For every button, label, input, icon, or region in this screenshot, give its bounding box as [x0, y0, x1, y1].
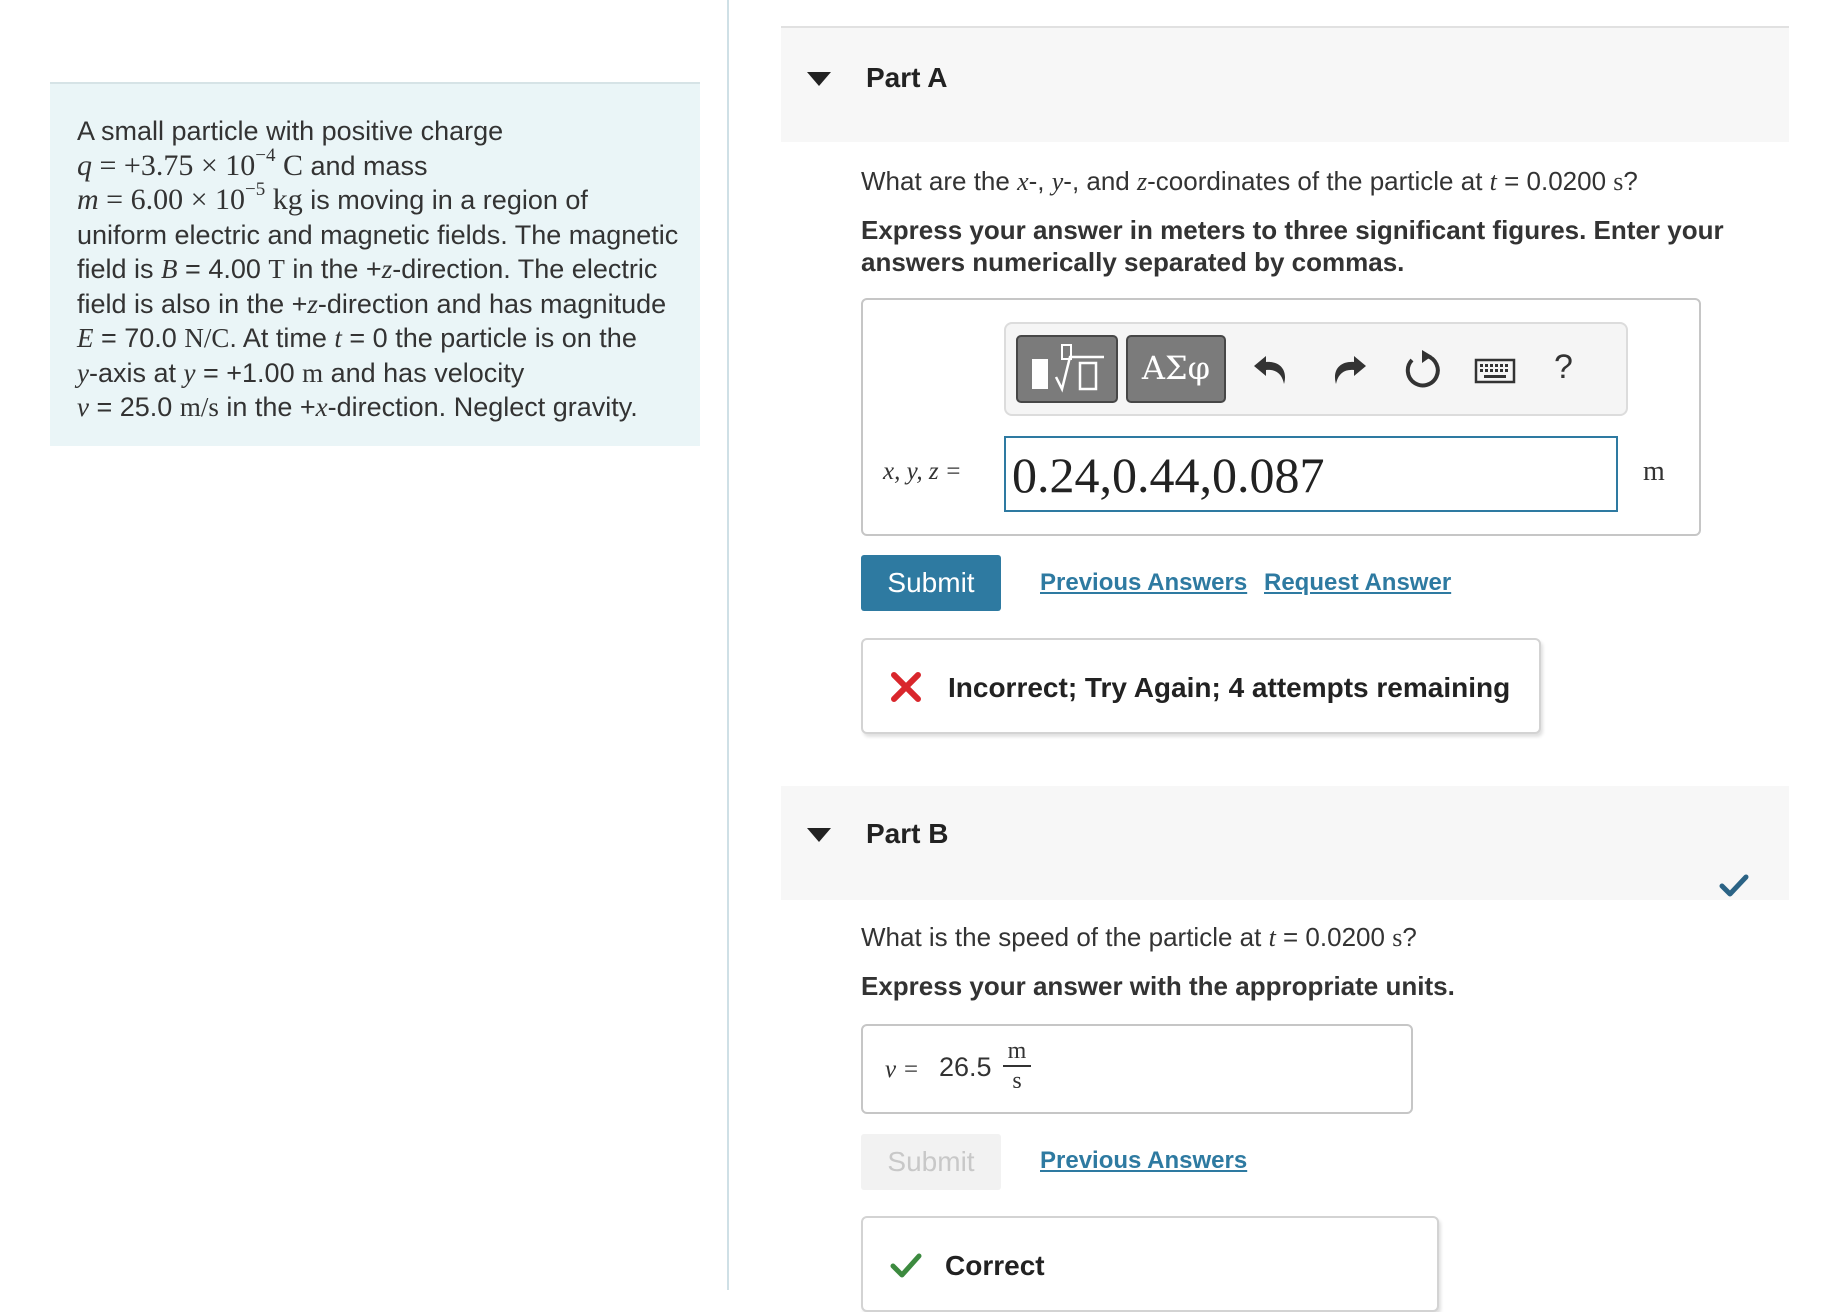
correct-feedback — [861, 1216, 1439, 1312]
caret-down-icon[interactable] — [807, 72, 831, 86]
speed-label: v = — [885, 1056, 920, 1083]
part-a-title: Part A — [866, 62, 948, 93]
part-a-header[interactable] — [781, 26, 1789, 142]
panel-divider — [727, 0, 729, 1290]
redo-icon[interactable] — [1326, 348, 1370, 392]
templates-icon — [1018, 337, 1116, 401]
part-a-submit-button[interactable]: Submit — [861, 555, 1001, 611]
request-answer-link[interactable]: Request Answer — [1264, 569, 1452, 596]
part-b-submit-button: Submit — [861, 1134, 1001, 1190]
templates-button[interactable] — [1016, 335, 1118, 403]
problem-line: $m = 6.00 \times 10^{-5}$ kg is moving in a region of — [77, 179, 588, 216]
incorrect-feedback-text: Incorrect; Try Again; 4 attempts remaining — [948, 672, 1511, 703]
incorrect-x-icon — [889, 670, 923, 704]
part-b-title: Part B — [866, 818, 949, 849]
greek-symbols-button[interactable]: ΑΣφ — [1126, 335, 1226, 403]
speed-unit: m s — [1003, 1038, 1031, 1094]
problem-line: A small particle with positive charge — [77, 116, 504, 146]
problem-line: uniform electric and magnetic fields. The magnetic — [77, 219, 679, 250]
xyz-answer-input[interactable]: 0.24,0.44,0.087 — [1004, 436, 1618, 512]
part-a-answer-box — [861, 298, 1701, 536]
correct-check-icon — [889, 1248, 923, 1282]
unit-label: m — [1643, 456, 1665, 487]
completed-check-icon — [1719, 872, 1749, 900]
correct-feedback-text: Correct — [945, 1250, 1045, 1281]
problem-line: E = 70.0 N/C. At time t = 0 the particle is on the — [77, 323, 637, 353]
part-b-header[interactable] — [781, 786, 1789, 900]
problem-statement — [50, 82, 700, 446]
problem-line: $q = +3.75 \times 10^{-4}$ C and mass — [77, 144, 428, 182]
problem-line: field is also in the +z-direction and has magnitude — [77, 288, 667, 319]
undo-icon[interactable] — [1250, 348, 1294, 392]
speed-value: 26.5 — [939, 1052, 992, 1082]
part-a-question: What are the x-, y-, and z-coordinates of the particle at t = 0.0200 s? — [861, 166, 1638, 196]
incorrect-feedback — [861, 638, 1541, 734]
caret-down-icon[interactable] — [807, 828, 831, 842]
part-b-instruction: Express your answer with the appropriate units. — [861, 971, 1455, 1001]
xyz-label: x, y, z = — [883, 458, 962, 485]
part-b-previous-answers-link[interactable]: Previous Answers — [1040, 1147, 1248, 1174]
math-toolbar — [1004, 322, 1628, 416]
problem-line: field is B = 4.00 T in the +z-direction. The electric — [77, 254, 658, 284]
keyboard-icon[interactable] — [1472, 348, 1518, 392]
part-a-instruction: Express your answer in meters to three significant figures. Enter your answers numerically separated by commas. — [861, 215, 1724, 277]
problem-line: y-axis at y = +1.00 m and has velocity — [77, 357, 525, 388]
part-b-answer-box — [861, 1024, 1413, 1114]
problem-line: v = 25.0 m/s in the +x-direction. Neglect gravity. — [77, 392, 638, 422]
part-b-question: What is the speed of the particle at t = 0.0200 s? — [861, 922, 1417, 952]
reset-icon[interactable] — [1400, 348, 1444, 392]
help-button[interactable]: ? — [1554, 348, 1573, 386]
part-a-previous-answers-link[interactable]: Previous Answers — [1040, 569, 1248, 596]
fraction-bar — [1003, 1065, 1031, 1067]
